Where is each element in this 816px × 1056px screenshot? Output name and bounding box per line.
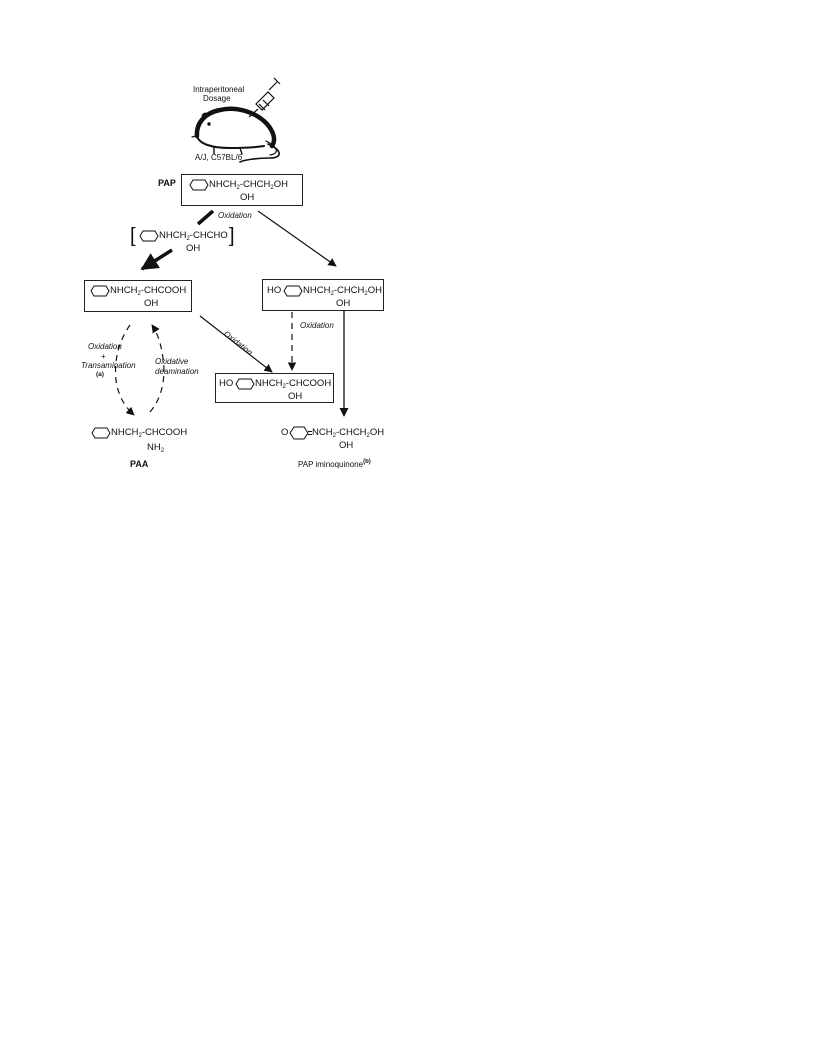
paa-formula: $NHCH_2$-CHCOOH [111, 427, 188, 439]
pap-oh: OH [240, 192, 255, 203]
hydroxy-acid-formula: $NHCH_2$-CHCOOH [255, 378, 332, 390]
hydroxy-pap-oh: OH [336, 298, 351, 309]
benzene-ring-icon [139, 230, 159, 242]
transamination-ref: (a) [96, 371, 104, 378]
iminoquinone-o: O [281, 427, 289, 438]
benzene-ring-icon [189, 179, 209, 191]
hydroxy-pap-formula: $NHCH_2-CHCH_2OH$ [303, 285, 382, 297]
arrow-aldehyde-to-acid [142, 250, 172, 269]
syringe-icon [249, 78, 280, 117]
benzene-ring-icon [91, 427, 111, 439]
benzene-ring-icon [283, 285, 303, 297]
dosage-caption-line2: Dosage [203, 94, 231, 103]
paa-label: PAA [130, 459, 149, 469]
plus-sign: + [101, 352, 106, 361]
oxidative-deamination-line1: Oxidative [155, 357, 189, 366]
aldehyde-oh: OH [186, 243, 201, 254]
paa-nh2: $NH_2$ [147, 442, 165, 454]
pap-label: PAP [158, 178, 176, 188]
oxidation-label-main: Oxidation [218, 211, 252, 220]
arrow-pap-to-aldehyde [198, 211, 213, 224]
oxidation-label-right: Oxidation [300, 321, 334, 330]
oxidative-deamination-line2: deamination [155, 367, 199, 376]
bracket-left: [ [130, 225, 136, 247]
acid-formula: $NHCH_2$-CHCOOH [110, 285, 187, 297]
hydroxy-acid-ho: HO [219, 378, 234, 389]
arrow-transamination [116, 325, 134, 415]
hydroxy-pap-ho: HO [267, 285, 282, 296]
oxidation-label-left: Oxidation [88, 342, 122, 351]
bracket-right: ] [229, 225, 235, 247]
iminoquinone-label: PAP iminoquinone$^{(b)}$ [298, 459, 371, 469]
dosage-caption-line1: Intraperitoneal [193, 85, 245, 94]
oxidation-label-diagonal: Oxidation [222, 329, 255, 358]
pap-formula: $NHCH_2-CHCH_2OH$ [209, 179, 288, 191]
benzene-ring-icon [90, 285, 110, 297]
acid-oh: OH [144, 298, 159, 309]
aldehyde-formula: $NHCH_2$-CHCHO [159, 230, 228, 242]
transamination-label: Transamination [81, 361, 136, 370]
benzene-ring-icon [235, 378, 255, 390]
iminoquinone-formula: $NCH_2-CHCH_2OH$ [312, 427, 385, 439]
mouse-strains: A/J, C57BL/6 [195, 153, 243, 162]
hydroxy-acid-oh: OH [288, 391, 303, 402]
quinone-ring-icon [289, 426, 313, 440]
iminoquinone-oh: OH [339, 440, 354, 451]
arrow-pap-to-hydroxy-pap [258, 211, 336, 266]
